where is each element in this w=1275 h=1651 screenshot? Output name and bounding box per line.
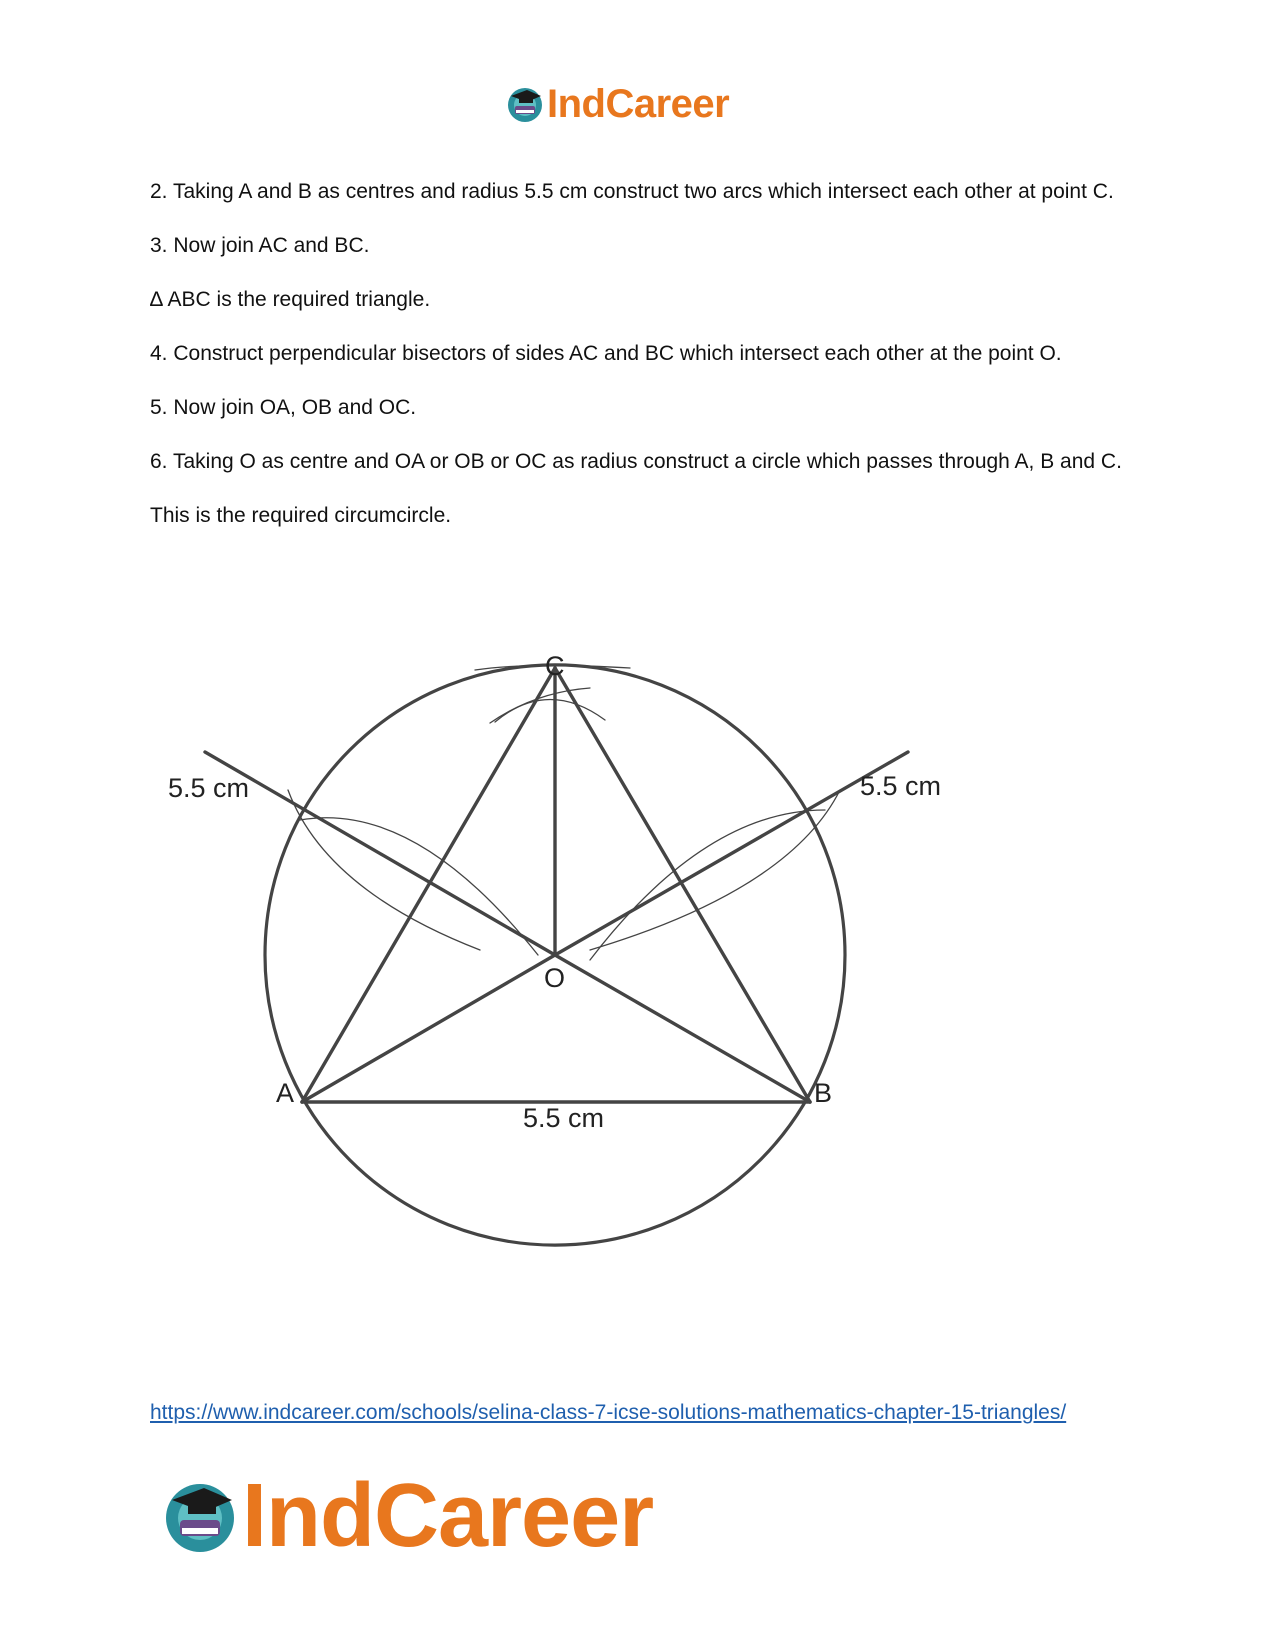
graduation-cap-icon	[160, 1476, 240, 1556]
segment-oa	[302, 955, 555, 1102]
header-logo	[505, 80, 729, 128]
bisector-ac	[205, 752, 555, 955]
footer-logo	[160, 1465, 654, 1566]
graduation-cap-icon	[505, 84, 545, 124]
side-ac	[302, 668, 555, 1102]
source-link[interactable]: https://www.indcareer.com/schools/selina-class-7-icse-solutions-mathematics-chapter-15-triangles/	[150, 1401, 1067, 1424]
triangle-statement: ∆ ABC is the required triangle.	[150, 288, 431, 311]
step-3: 3. Now join AC and BC.	[150, 234, 370, 257]
label-right-length: 5.5 cm	[860, 771, 942, 802]
bisector-arc-left-1	[288, 790, 480, 950]
label-point-a: A	[276, 1078, 295, 1109]
circumcircle-diagram	[150, 650, 1010, 1330]
label-left-length: 5.5 cm	[168, 773, 250, 804]
label-point-o: O	[544, 963, 566, 994]
document-body	[150, 177, 1130, 555]
step-4: 4. Construct perpendicular bisectors of sides AC and BC which intersect each other at the point O.	[150, 342, 1062, 365]
bisector-arc-right-2	[590, 810, 825, 960]
side-bc	[555, 668, 810, 1102]
conclusion: This is the required circumcircle.	[150, 504, 452, 527]
bisector-arc-left-2	[300, 818, 538, 955]
brand-name: IndCareer	[547, 81, 730, 126]
step-6: 6. Taking O as centre and OA or OB or OC as radius construct a circle which passes through A, B and C.	[150, 450, 1122, 473]
label-point-c: C	[545, 651, 565, 682]
label-base-length: 5.5 cm	[523, 1103, 605, 1134]
brand-name-footer: IndCareer	[242, 1465, 654, 1566]
bisector-bc	[555, 752, 908, 955]
segment-ob	[555, 955, 810, 1102]
construction-arc-c-lower	[495, 699, 605, 722]
step-2: 2. Taking A and B as centres and radius 5.5 cm construct two arcs which intersect each other at point C.	[150, 180, 1114, 203]
step-5: 5. Now join OA, OB and OC.	[150, 396, 417, 419]
label-point-b: B	[814, 1078, 833, 1109]
